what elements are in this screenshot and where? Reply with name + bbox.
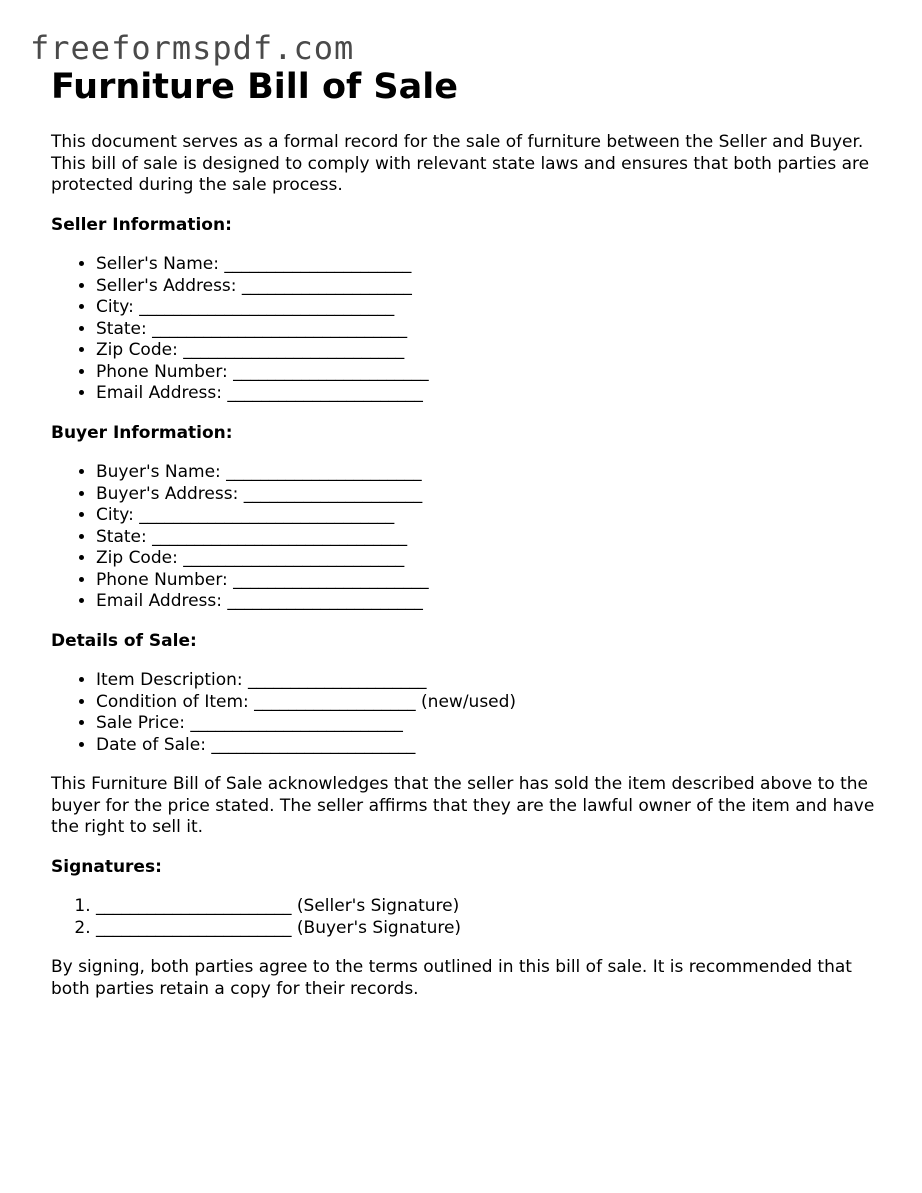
sale-price-field: • Sale Price: _________________________ [96,713,881,735]
buyer-state-field: • State: ______________________________ [96,527,881,549]
sale-date-field: • Date of Sale: ________________________ [96,735,881,757]
buyer-address-field: • Buyer's Address: _____________________ [96,484,881,506]
buyer-phone-field: • Phone Number: _______________________ [96,570,881,592]
buyer-zip-field: • Zip Code: __________________________ [96,548,881,570]
seller-email-field: • Email Address: _______________________ [96,383,881,405]
buyer-name-field: • Buyer's Name: _______________________ [96,462,881,484]
details-fields-list [51,670,881,756]
buyer-signature-line: 2. _______________________ (Buyer's Signature) [96,918,881,940]
buyer-city-field: • City: ______________________________ [96,505,881,527]
signatures-list [51,896,881,939]
acknowledgement-paragraph: This Furniture Bill of Sale acknowledges that the seller has sold the item described above to the buyer for the price stated. The seller affirms that they are the lawful owner of the item and have the right to sell it. [51,774,875,837]
buyer-fields-list [51,462,881,613]
seller-state-field: • State: ______________________________ [96,319,881,341]
closing-paragraph: By signing, both parties agree to the terms outlined in this bill of sale. It is recommended that both parties retain a copy for their records. [51,957,852,999]
seller-signature-line: 1. _______________________ (Seller's Signature) [96,896,881,918]
document-title: Furniture Bill of Sale [51,67,458,107]
site-watermark: freeformspdf.com [30,29,355,67]
item-description-field: • Item Description: _____________________ [96,670,881,692]
item-condition-field: • Condition of Item: ___________________ (new/used) [96,692,881,714]
seller-section-heading: Seller Information: [51,214,232,235]
details-section-heading: Details of Sale: [51,630,197,651]
seller-zip-field: • Zip Code: __________________________ [96,340,881,362]
seller-city-field: • City: ______________________________ [96,297,881,319]
seller-name-field: • Seller's Name: ______________________ [96,254,881,276]
buyer-section-heading: Buyer Information: [51,422,233,443]
document-body [51,64,881,1000]
seller-fields-list [51,254,881,405]
signatures-section-heading: Signatures: [51,856,162,877]
buyer-email-field: • Email Address: _______________________ [96,591,881,613]
seller-phone-field: • Phone Number: _______________________ [96,362,881,384]
intro-paragraph: This document serves as a formal record for the sale of furniture between the Seller and Buyer. This bill of sale is designed to comply with relevant state laws and ensures that both parties are protected during the sale process. [51,132,870,195]
seller-address-field: • Seller's Address: ____________________ [96,276,881,298]
